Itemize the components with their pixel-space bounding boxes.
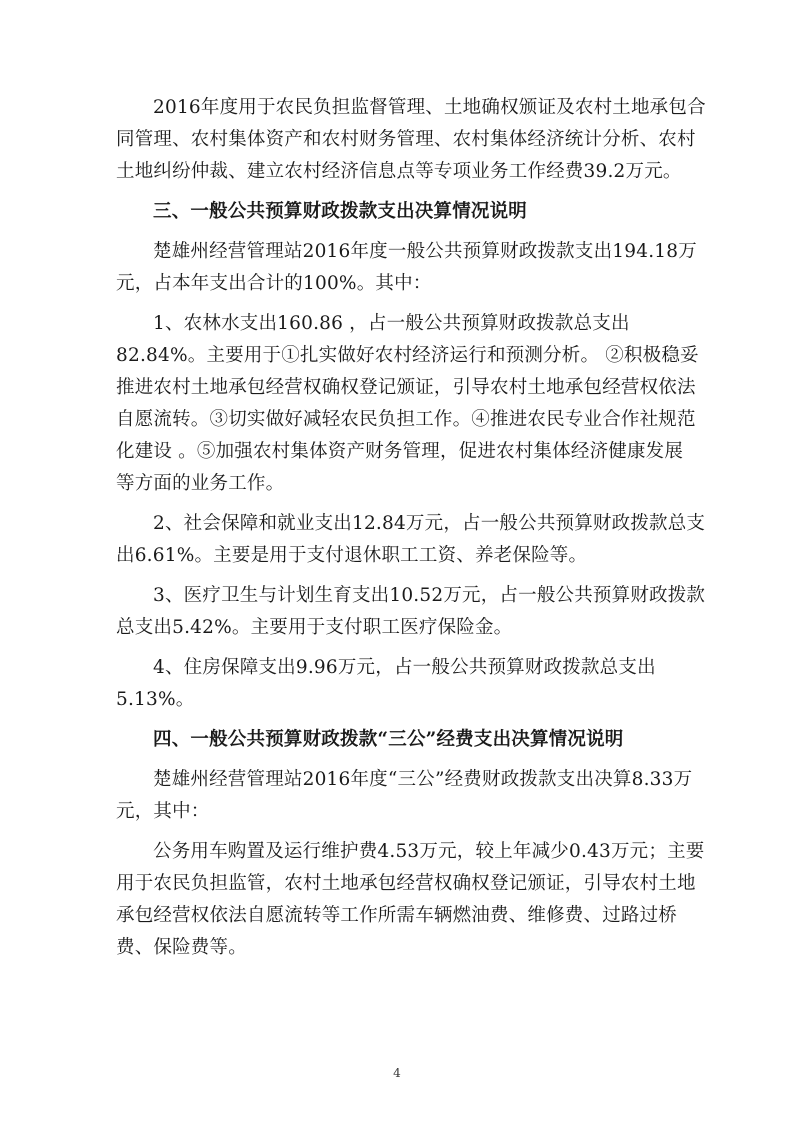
paragraph-line: 等方面的业务工作。 xyxy=(116,473,285,494)
paragraph-line: 1、农林水支出160.86 ，占一般公共预算财政拨款总支出 xyxy=(153,313,630,334)
section-heading: 四、一般公共预算财政拨款“三公”经费支出决算情况说明 xyxy=(153,729,624,750)
paragraph-line: 费、保险费等。 xyxy=(116,937,247,958)
paragraph-line: 2016年度用于农民负担监督管理、土地确权颁证及农村土地承包合 xyxy=(153,97,706,118)
page-number: 4 xyxy=(393,1066,401,1080)
paragraph-line: 楚雄州经营管理站2016年度一般公共预算财政拨款支出194.18万 xyxy=(153,241,697,262)
section-heading: 三、一般公共预算财政拨款支出决算情况说明 xyxy=(153,201,528,222)
paragraph xyxy=(116,836,716,964)
paragraph-line: 出6.61%。主要是用于支付退休职工工资、养老保险等。 xyxy=(116,545,588,566)
paragraph xyxy=(116,308,716,500)
paragraph-line: 土地纠纷仲裁、建立农村经济信息点等专项业务工作经费39.2万元。 xyxy=(116,161,682,182)
paragraph-line: 公务用车购置及运行维护费4.53万元，较上年减少0.43万元；主要 xyxy=(153,841,705,862)
paragraph xyxy=(116,236,716,300)
paragraph-line: 5.13%。 xyxy=(116,689,195,710)
paragraph-line: 元，其中： xyxy=(116,801,210,822)
paragraph-line: 化建设 。⑤加强农村集体资产财务管理，促进农村集体经济健康发展 xyxy=(116,441,684,462)
paragraph xyxy=(116,652,716,716)
paragraph-line: 2、社会保障和就业支出12.84万元，占一般公共预算财政拨款总支 xyxy=(153,513,706,534)
paragraph-line: 同管理、农村集体资产和农村财务管理、农村集体经济统计分析、农村 xyxy=(116,129,696,150)
paragraph xyxy=(116,580,716,644)
paragraph-line: 自愿流转。③切实做好减轻农民负担工作。④推进农民专业合作社规范 xyxy=(116,409,696,430)
paragraph xyxy=(116,508,716,572)
paragraph xyxy=(116,764,716,828)
paragraph-line: 4、住房保障支出9.96万元，占一般公共预算财政拨款总支出 xyxy=(153,657,656,678)
paragraph xyxy=(116,92,716,188)
paragraph-line: 推进农村土地承包经营权确权登记颁证，引导农村土地承包经营权依法 xyxy=(116,377,696,398)
document-body xyxy=(116,92,716,972)
paragraph-line: 楚雄州经营管理站2016年度“三公”经费财政拨款支出决算8.33万 xyxy=(153,769,693,790)
paragraph-line: 3、医疗卫生与计划生育支出10.52万元，占一般公共预算财政拨款 xyxy=(153,585,706,606)
paragraph-line: 元，占本年支出合计的100%。其中： xyxy=(116,273,432,294)
paragraph-line: 承包经营权依法自愿流转等工作所需车辆燃油费、维修费、过路过桥 xyxy=(116,905,678,926)
paragraph-line: 总支出5.42%。主要用于支付职工医疗保险金。 xyxy=(116,617,513,638)
paragraph-line: 82.84%。主要用于①扎实做好农村经济运行和预测分析。 ②积极稳妥 xyxy=(116,345,699,366)
paragraph-line: 用于农民负担监管，农村土地承包经营权确权登记颁证，引导农村土地 xyxy=(116,873,696,894)
